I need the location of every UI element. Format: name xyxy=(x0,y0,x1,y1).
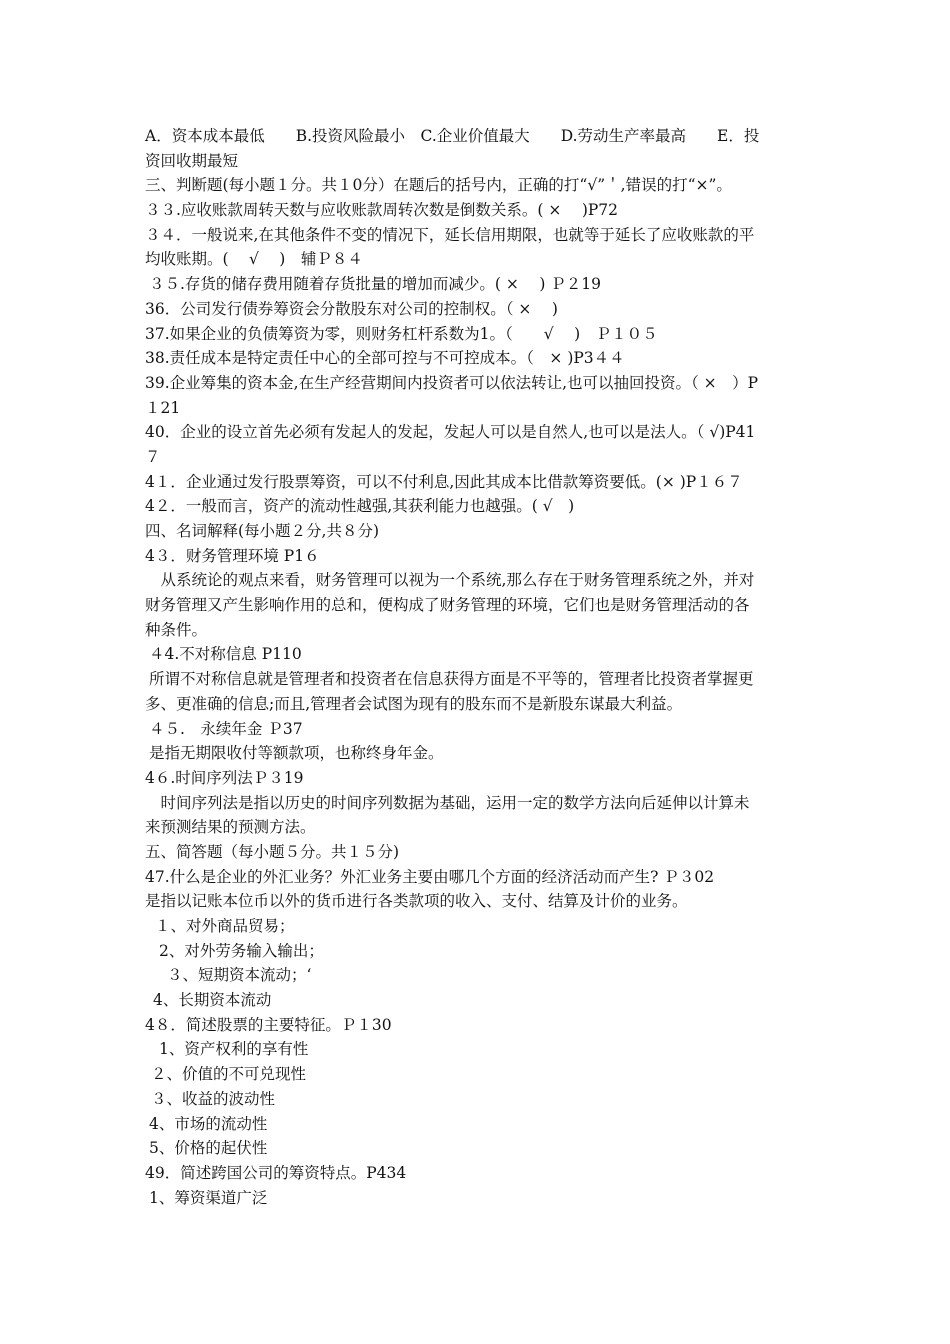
term-43-text-cont: 财务管理又产生影响作用的总和，便构成了财务管理的环境，它们也是财务管理活动的各 xyxy=(145,596,750,615)
question-39: 39.企业筹集的资本金,在生产经营期间内投资者可以依法转让,也可以抽回投资。（ × ）P xyxy=(145,373,759,392)
term-44-text-cont: 多、更准确的信息;而且,管理者会试图为现有的股东而不是新股东谋最大利益。 xyxy=(145,694,683,713)
term-44-text: 所谓不对称信息就是管理者和投资者在信息获得方面是不平等的，管理者比投资者掌握更 xyxy=(149,670,754,689)
question-48: 4８．简述股票的主要特征。Ｐ１30 xyxy=(145,1015,392,1034)
section-heading-short-answer: 五、简答题（每小题５分。共１５分) xyxy=(145,842,400,861)
answer-47-item: ３、短期资本流动；‘ xyxy=(167,966,312,985)
choice-options-line-cont: 资回收期最短 xyxy=(145,151,239,170)
document-body xyxy=(145,124,810,1210)
term-43-text: 从系统论的观点来看，财务管理可以视为一个系统,那么存在于财务管理系统之外，并对 xyxy=(145,571,755,590)
term-46-text-cont: 来预测结果的预测方法。 xyxy=(145,818,316,837)
question-40: 40．企业的设立首先必须有发起人的发起，发起人可以是自然人,也可以是法人。（ √)P41 xyxy=(145,423,756,442)
question-39-cont: １21 xyxy=(145,398,181,417)
answer-47-item: 2、对外劳务输入输出； xyxy=(159,941,324,960)
answer-47-item: １、对外商品贸易； xyxy=(155,917,295,935)
term-43-text-cont: 种条件。 xyxy=(145,620,208,639)
question-36: 36．公司发行债券筹资会分散股东对公司的控制权。（ × ) xyxy=(145,299,558,318)
term-46-text: 时间序列法是指以历史的时间序列数据为基础，运用一定的数学方法向后延伸以计算未 xyxy=(145,793,750,812)
answer-48-item: 1、资产权利的享有性 xyxy=(159,1040,309,1059)
term-43-title: 4３．财务管理环境 P1６ xyxy=(145,546,320,565)
question-33: ３３.应收账款周转天数与应收账款周转次数是倒数关系。( × )P72 xyxy=(145,201,619,220)
question-49: 49．简述跨国公司的筹资特点。P434 xyxy=(145,1163,407,1182)
term-44-title: ４4.不对称信息 P110 xyxy=(149,645,302,664)
term-45-text: 是指无期限收付等额款项，也称终身年金。 xyxy=(149,744,444,763)
question-38: 38.责任成本是特定责任中心的全部可控与不可控成本。（ × )P3４４ xyxy=(145,349,625,368)
answer-48-item: 5、价格的起伏性 xyxy=(149,1139,268,1158)
term-46-title: 4６.时间序列法Ｐ３19 xyxy=(145,768,304,787)
answer-49-item: 1、筹资渠道广泛 xyxy=(149,1188,268,1207)
question-41: 4１．企业通过发行股票筹资，可以不付利息,因此其成本比借款筹资要低。(× )P１６７ xyxy=(145,472,743,491)
question-40-cont: ７ xyxy=(145,447,161,466)
term-45-title: ４５. 永续年金 Ｐ37 xyxy=(149,719,303,738)
answer-48-item: ２、价值的不可兑现性 xyxy=(151,1065,307,1084)
section-heading-terms: 四、名词解释(每小题２分,共８分) xyxy=(145,522,380,540)
answer-48-item: 4、市场的流动性 xyxy=(149,1114,268,1133)
answer-47: 是指以记账本位币以外的货币进行各类款项的收入、支付、结算及计价的业务。 xyxy=(145,892,688,911)
choice-options-line: A．资本成本最低 B.投资风险最小 C.企业价值最大 D.劳动生产率最高 E．投 xyxy=(145,127,760,145)
question-42: 4２．一般而言，资产的流动性越强,其获利能力也越强。( √ ) xyxy=(145,497,575,516)
question-34: ３４．一般说来,在其他条件不变的情况下，延长信用期限，也就等于延长了应收账款的平 xyxy=(145,225,755,244)
section-heading-true-false: 三、判断题(每小题１分。共１0分）在题后的括号内，正确的打“√”＇,错误的打“×”。 xyxy=(145,176,732,195)
question-35: ３５.存货的储存费用随着存货批量的增加而减少。( × ) Ｐ２19 xyxy=(149,275,602,294)
answer-48-item: ３、收益的波动性 xyxy=(151,1089,276,1108)
question-37: 37.如果企业的负债筹资为零，则财务杠杆系数为1。（ √ ) Ｐ１０５ xyxy=(145,324,658,343)
question-47: 47.什么是企业的外汇业务？外汇业务主要由哪几个方面的经济活动而产生? Ｐ３02 xyxy=(145,867,715,886)
question-34-cont: 均收账期。( √ ) 辅Ｐ８４ xyxy=(145,250,363,269)
answer-47-item: 4、长期资本流动 xyxy=(153,991,272,1010)
